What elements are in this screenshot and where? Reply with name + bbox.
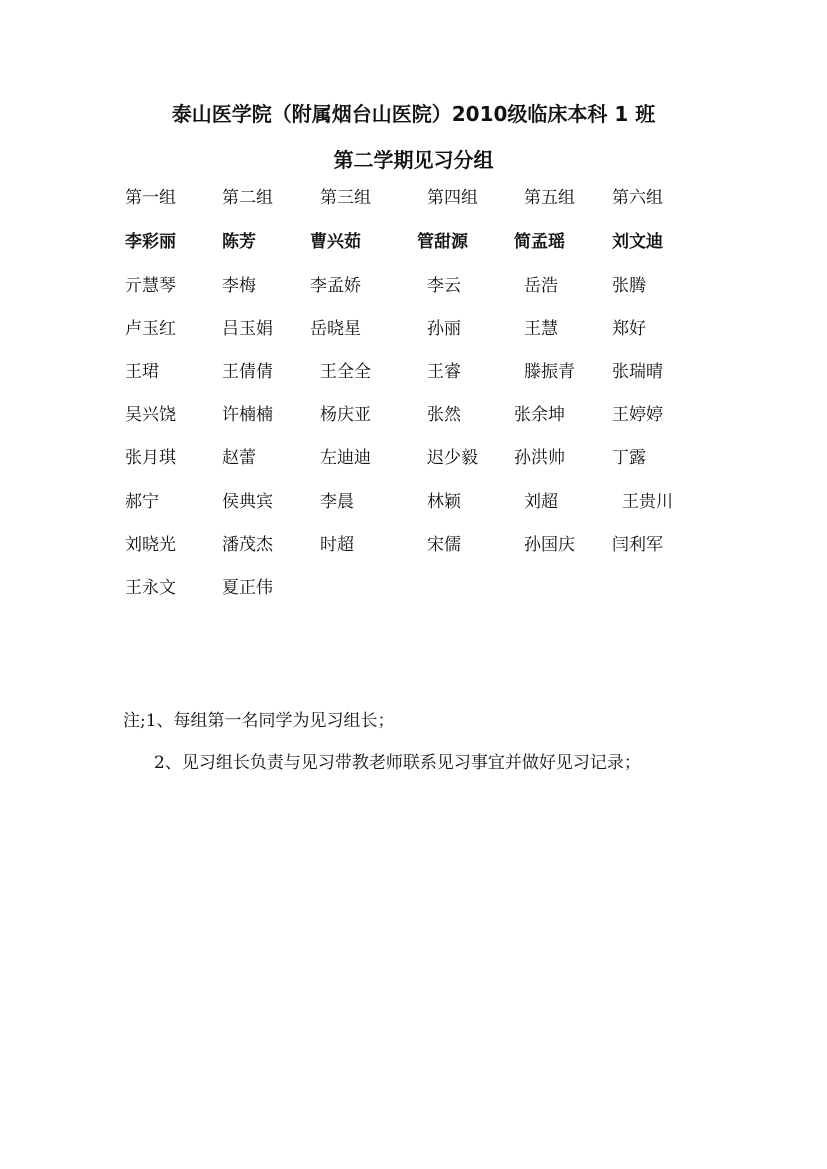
group-member: 亓慧琴	[125, 276, 176, 296]
group-member: 吕玉娟	[222, 319, 273, 339]
group-member: 滕振青	[524, 362, 575, 382]
group-member: 王慧	[524, 319, 558, 339]
group-member: 王睿	[427, 362, 461, 382]
group-member: 张月琪	[125, 448, 176, 468]
group-member: 李梅	[222, 276, 256, 296]
group-member: 王婷婷	[612, 405, 663, 425]
group-member: 张腾	[612, 276, 646, 296]
group-member: 吴兴饶	[125, 405, 176, 425]
group-member: 卢玉红	[125, 319, 176, 339]
group-member: 宋儒	[427, 535, 461, 555]
group-member: 孙丽	[427, 319, 461, 339]
group-member: 岳浩	[524, 276, 558, 296]
group-header: 第六组	[612, 188, 663, 208]
group-member: 张瑞晴	[612, 362, 663, 382]
group-member: 孙洪帅	[514, 448, 565, 468]
group-member: 郑好	[612, 319, 646, 339]
group-header: 第二组	[222, 188, 273, 208]
group-member: 李晨	[320, 492, 354, 512]
group-header: 第五组	[524, 188, 575, 208]
group-leader: 李彩丽	[125, 232, 176, 252]
group-member: 迟少毅	[427, 448, 478, 468]
group-member: 郝宁	[125, 492, 159, 512]
document-title: 泰山医学院（附属烟台山医院）2010级临床本科 1 班	[171, 102, 656, 126]
group-member: 刘晓光	[125, 535, 176, 555]
group-member: 侯典宾	[222, 492, 273, 512]
note-line-2: 2、见习组长负责与见习带教老师联系见习事宜并做好见习记录；	[154, 753, 641, 773]
group-member: 张余坤	[514, 405, 565, 425]
group-leader: 管甜源	[417, 232, 468, 252]
group-leader: 曹兴茹	[310, 232, 361, 252]
group-leader: 陈芳	[222, 232, 256, 252]
group-member: 刘超	[524, 492, 558, 512]
note-line-1: 注;1、每组第一名同学为见习组长；	[123, 711, 395, 731]
group-leader: 刘文迪	[612, 232, 663, 252]
group-member: 王全全	[320, 362, 371, 382]
group-member: 张然	[427, 405, 461, 425]
group-member: 王永文	[125, 578, 176, 598]
group-member: 许楠楠	[222, 405, 273, 425]
group-member: 时超	[320, 535, 354, 555]
group-member: 闫利军	[612, 535, 663, 555]
group-header: 第四组	[427, 188, 478, 208]
group-member: 左迪迪	[320, 448, 371, 468]
group-member: 林颖	[427, 492, 461, 512]
group-member: 李孟娇	[310, 276, 361, 296]
group-header: 第一组	[125, 188, 176, 208]
group-member: 王珺	[125, 362, 159, 382]
group-member: 王贵川	[622, 492, 673, 512]
group-leader: 简孟瑶	[514, 232, 565, 252]
group-member: 杨庆亚	[320, 405, 371, 425]
group-member: 王倩倩	[222, 362, 273, 382]
group-member: 岳晓星	[310, 319, 361, 339]
group-header: 第三组	[320, 188, 371, 208]
group-member: 夏正伟	[222, 578, 273, 598]
group-member: 孙国庆	[524, 535, 575, 555]
document-subtitle: 第二学期见习分组	[333, 148, 494, 172]
group-member: 赵蕾	[222, 448, 256, 468]
group-member: 潘茂杰	[222, 535, 273, 555]
group-member: 李云	[427, 276, 461, 296]
group-member: 丁露	[612, 448, 646, 468]
